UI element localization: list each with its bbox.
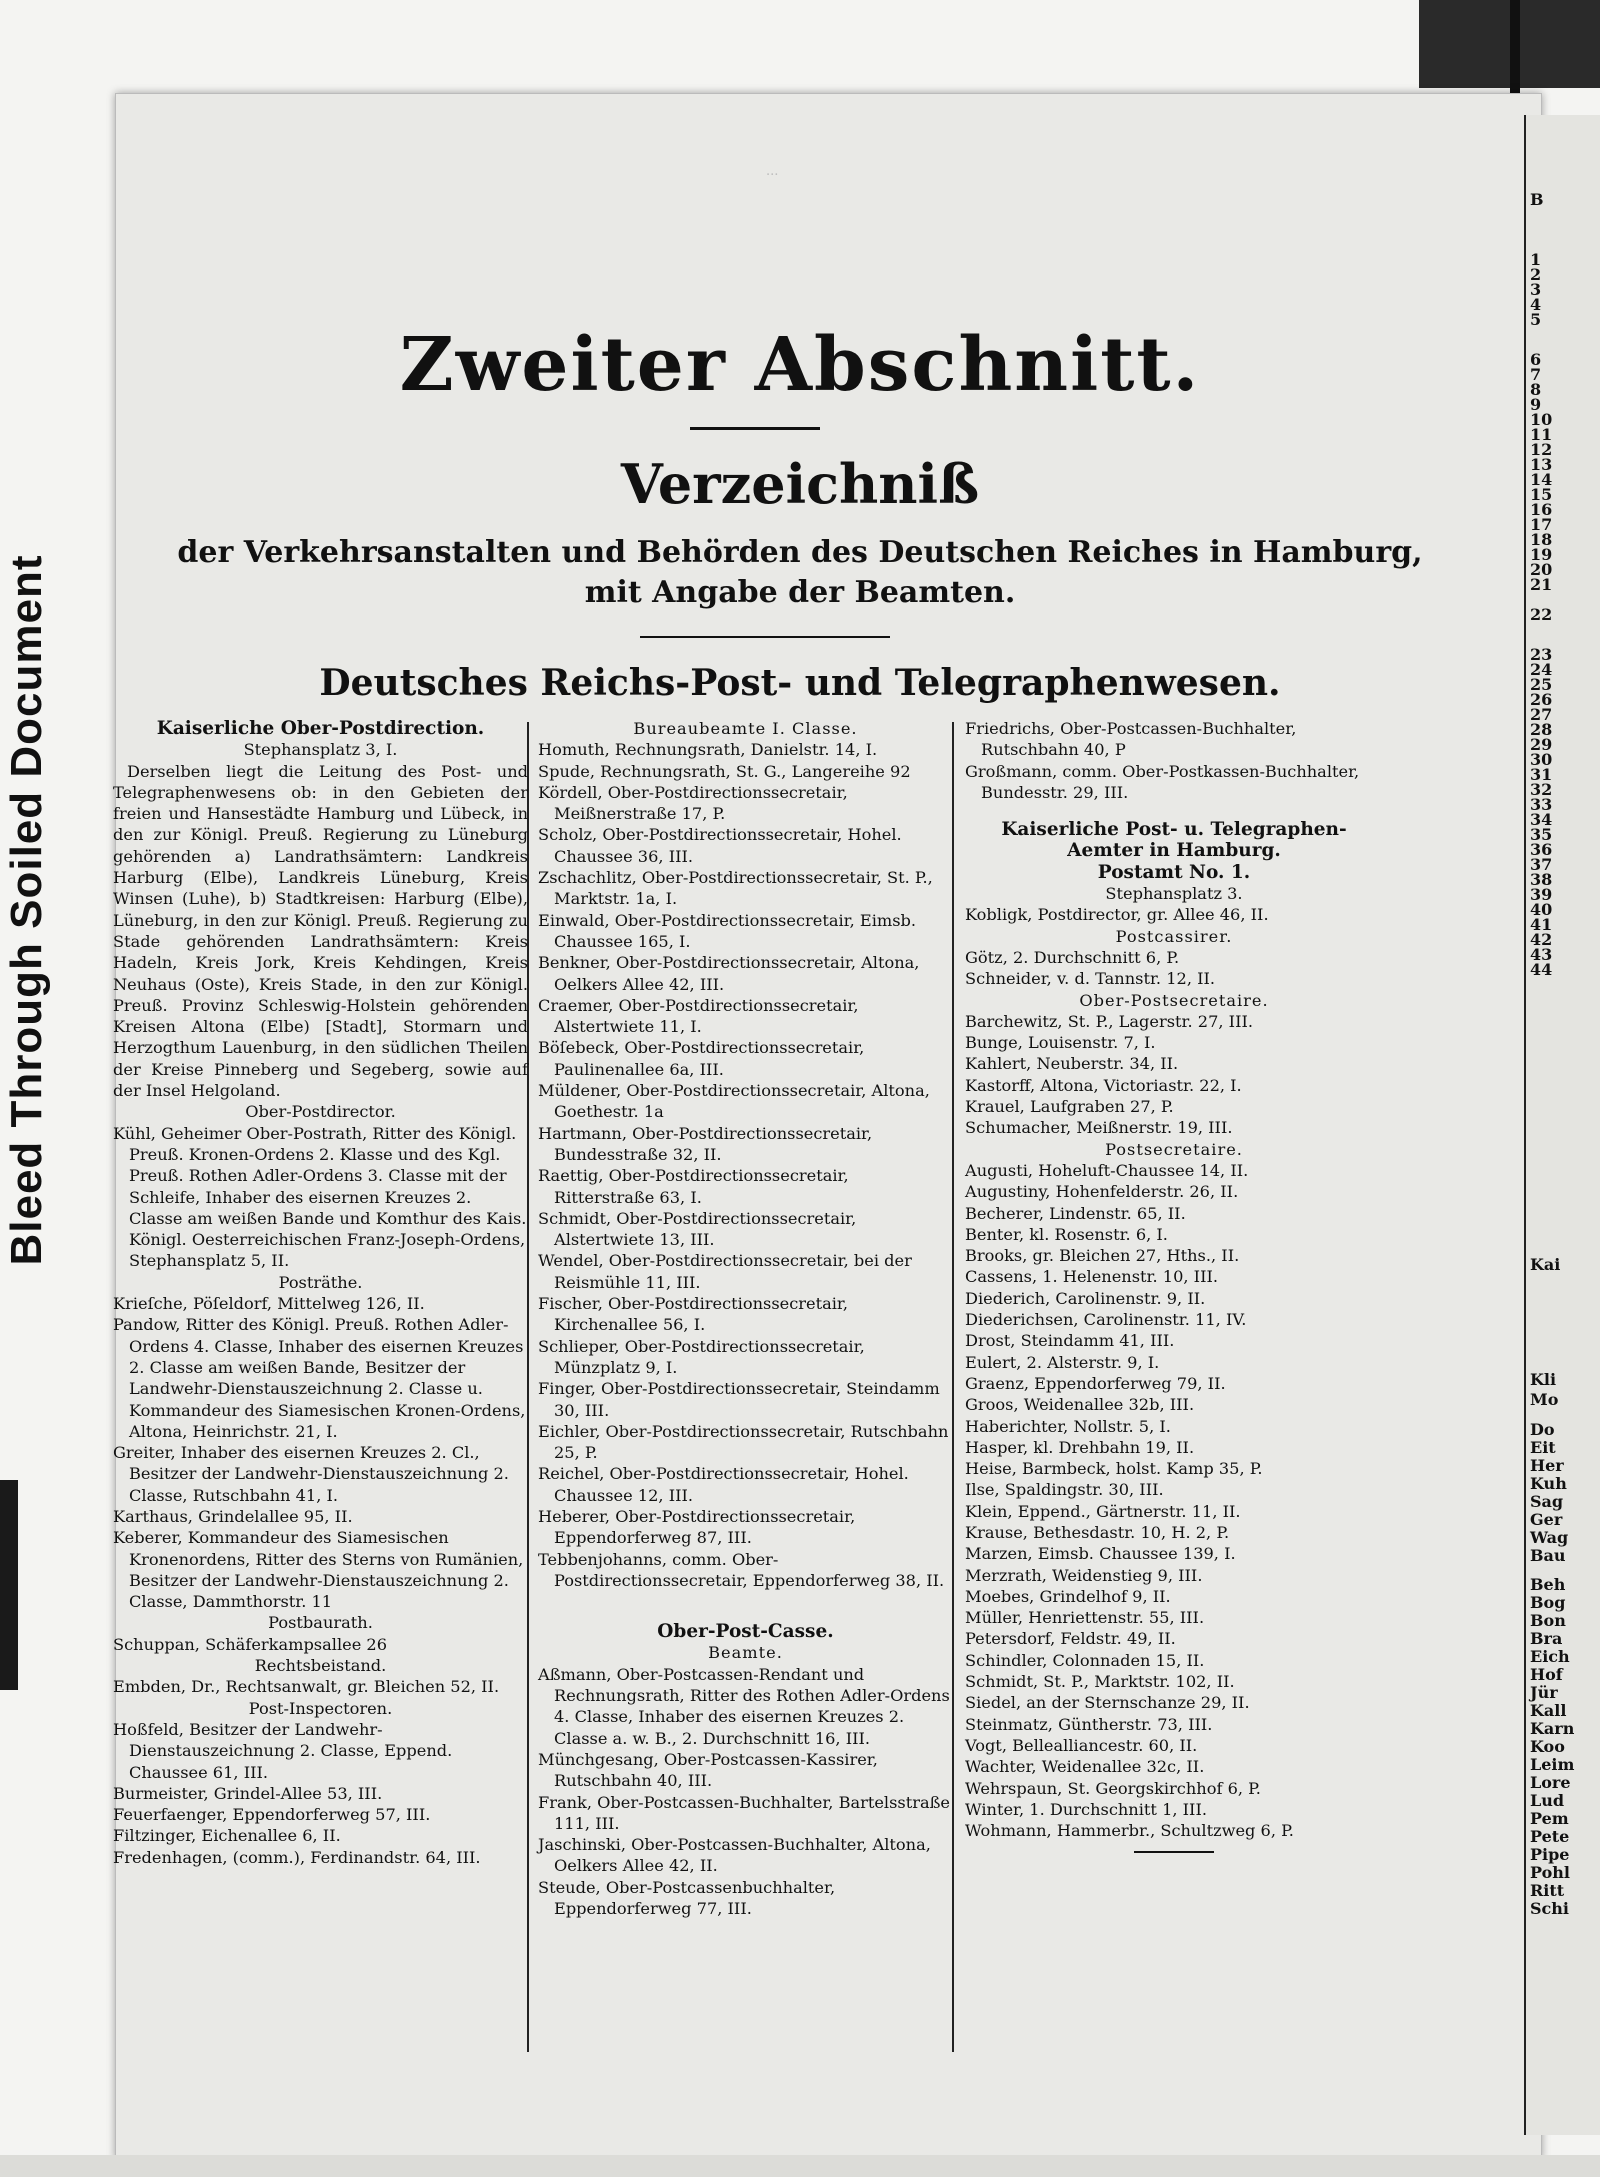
list-item: Eulert, 2. Alsterstr. 9, I. (965, 1352, 1160, 1372)
list-item: Burmeister, Grindel-Allee 53, III. (113, 1783, 383, 1803)
list-item: Cassens, 1. Helenenstr. 10, III. (965, 1267, 1219, 1287)
adjacent-page-fragment: Hof (1530, 1665, 1563, 1684)
adjacent-page-fragment: Karn (1530, 1719, 1575, 1738)
adjacent-page-fragment: 9 (1530, 395, 1542, 414)
adjacent-page-fragment: 41 (1530, 915, 1553, 934)
adjacent-page-fragment: 20 (1530, 560, 1553, 579)
section-subheading: Kaiserliche Ober-Postdirection. (156, 718, 485, 739)
adjacent-page-fragment: 16 (1530, 500, 1553, 519)
adjacent-page-fragment: Wag (1530, 1528, 1569, 1547)
subheading: Stephansplatz 3, I. (243, 740, 398, 760)
adjacent-page-fragment: Bra (1530, 1629, 1563, 1648)
list-item: Tebbenjohanns, comm. Ober-Postdirectionssecretair, Eppendorferweg 38, II. (538, 1549, 945, 1590)
adjacent-page-fragment: Schi (1530, 1899, 1570, 1918)
list-item: Filtzinger, Eichenallee 6, II. (113, 1826, 341, 1846)
spacer (538, 1591, 953, 1621)
adjacent-page-fragment: 38 (1530, 870, 1553, 889)
list-item: Scholz, Ober-Postdirectionssecretair, Hohel. Chaussee 36, III. (538, 825, 902, 866)
list-item: Schlieper, Ober-Postdirectionssecretair, Münzplatz 9, I. (538, 1336, 865, 1377)
adjacent-page-fragment: Bon (1530, 1611, 1566, 1630)
list-item: Schmidt, Ober-Postdirectionssecretair, Alstertwiete 13, III. (538, 1208, 857, 1250)
adjacent-page-fragment: 19 (1530, 545, 1553, 564)
section-subheading: Ober-Post-Casse. (657, 1621, 834, 1643)
adjacent-page-fragment: 31 (1530, 765, 1553, 784)
subtitle-line-1: der Verkehrsanstalten und Behörden des Deutschen Reiches in Hamburg, (177, 535, 1423, 570)
subheading: Postbaurath. (268, 1613, 373, 1633)
adjacent-page-fragment: 3 (1530, 280, 1542, 299)
adjacent-page-fragment: Bog (1530, 1593, 1566, 1612)
adjacent-page-fragment: 33 (1530, 795, 1553, 814)
list-item: Frank, Ober-Postcassen-Buchhalter, Bartelsstraße 111, III. (538, 1792, 951, 1833)
adjacent-page-fragment: Ger (1530, 1510, 1563, 1529)
subheading: Ober-Postsecretaire. (1079, 990, 1269, 1010)
section-subheading: Kaiserliche Post- u. Telegraphen-Aemter in Hamburg. (1001, 819, 1347, 862)
list-item: Kühl, Geheimer Ober-Postrath, Ritter des Königl. Preuß. Kronen-Ordens 2. Klasse und des Kgl. Preuß. Rothen Adler-Ordens 3. Classe mit der Schleife, Inhaber des eisernen Kreuzes 2. Classe am weißen Bande und Komthur des Kais. Königl. Oesterreichischen Franz-Joseph-Ordens, Stephansplatz 5, II. (113, 1123, 527, 1271)
list-item: Pandow, Ritter des Königl. Preuß. Rothen Adler-Ordens 4. Classe, Inhaber des eisernen Kreuzes 2. Classe am weißen Bande, Besitzer der Landwehr-Dienstauszeichnung 2. Classe u. Kommandeur des Siamesischen Kronen-Ordens, Altona, Heinrichstr. 21, I. (113, 1315, 526, 1441)
spacer (965, 803, 1383, 819)
list-item: Friedrichs, Ober-Postcassen-Buchhalter, Rutschbahn 40, P (965, 719, 1297, 760)
list-item: Finger, Ober-Postdirectionssecretair, Steindamm 30, III. (538, 1379, 940, 1420)
list-item: Schmidt, St. P., Marktstr. 102, II. (965, 1672, 1235, 1692)
adjacent-page-fragment: 34 (1530, 810, 1553, 829)
list-item: Böſebeck, Ober-Postdirectionssecretair, Paulinenallee 6a, III. (538, 1038, 865, 1079)
list-item: Augusti, Hoheluft-Chaussee 14, II. (965, 1160, 1249, 1180)
list-item: Karthaus, Grindelallee 95, II. (113, 1506, 353, 1526)
adjacent-page-fragment: Kall (1530, 1701, 1567, 1720)
adjacent-page-fragment: 35 (1530, 825, 1553, 844)
adjacent-page-fragment: Eich (1530, 1647, 1570, 1666)
adjacent-page-fragment: 39 (1530, 885, 1553, 904)
list-item: Greiter, Inhaber des eisernen Kreuzes 2. Cl., Besitzer der Landwehr-Dienstauszeichnung 2. Classe, Rutschbahn 41, I. (113, 1443, 509, 1505)
column-right (965, 718, 1383, 1853)
list-item: Zschachlitz, Ober-Postdirectionssecretair, St. P., Marktstr. 1a, I. (538, 868, 933, 909)
list-item: Hoßfeld, Besitzer der Landwehr-Dienstauszeichnung 2. Classe, Eppend. Chaussee 61, III. (113, 1719, 453, 1782)
list-item: Heise, Barmbeck, holst. Kamp 35, P. (965, 1459, 1263, 1479)
adjacent-page-fragment: Kuh (1530, 1474, 1567, 1493)
adjacent-page-fragment: 40 (1530, 900, 1553, 919)
adjacent-page-fragment: 27 (1530, 705, 1553, 724)
adjacent-page-fragment: Her (1530, 1456, 1564, 1475)
bottom-margin (0, 2155, 1600, 2177)
list-item: Brooks, gr. Bleichen 27, Hths., II. (965, 1246, 1240, 1266)
list-item: Benkner, Ober-Postdirectionssecretair, Altona, Oelkers Allee 42, III. (538, 953, 920, 994)
list-item: Kobligk, Postdirector, gr. Allee 46, II. (965, 905, 1269, 925)
adjacent-page-fragment: 15 (1530, 485, 1553, 504)
adjacent-page-fragment: 32 (1530, 780, 1553, 799)
list-item: Diederichsen, Carolinenstr. 11, IV. (965, 1310, 1247, 1330)
list-item: Aßmann, Ober-Postcassen-Rendant und Rechnungsrath, Ritter des Rothen Adler-Ordens 4. Classe, Inhaber des eisernen Kreuzes 2. Classe a. w. B., 2. Durchschnitt 16, III. (538, 1664, 950, 1748)
adjacent-page-fragment: 1 (1530, 250, 1542, 269)
adjacent-page-fragment: 8 (1530, 380, 1542, 399)
adjacent-page-fragment: Pohl (1530, 1863, 1570, 1882)
running-head: ... (766, 164, 779, 179)
list-item: Feuerfaenger, Eppendorferweg 57, III. (113, 1805, 431, 1825)
end-rule (1134, 1851, 1214, 1853)
subheading: Post-Inspectoren. (248, 1698, 393, 1718)
list-item: Graenz, Eppendorferweg 79, II. (965, 1373, 1226, 1393)
subheading: Beamte. (708, 1643, 783, 1663)
adjacent-page-fragment: 36 (1530, 840, 1553, 859)
list-item: Embden, Dr., Rechtsanwalt, gr. Bleichen 52, II. (113, 1677, 500, 1697)
adjacent-page-fragment: 42 (1530, 930, 1553, 949)
adjacent-page-fragment: 6 (1530, 350, 1542, 369)
list-item: Schindler, Colonnaden 15, II. (965, 1650, 1205, 1670)
list-item: Ilse, Spaldingstr. 30, III. (965, 1480, 1164, 1500)
adjacent-page-fragment: 43 (1530, 945, 1553, 964)
list-item: Einwald, Ober-Postdirectionssecretair, Eimsb. Chaussee 165, I. (538, 910, 917, 951)
title-rule (690, 427, 820, 430)
adjacent-page-fragment: Beh (1530, 1575, 1566, 1594)
adjacent-page-fragment: 26 (1530, 690, 1553, 709)
adjacent-page-fragment: Kli (1530, 1370, 1557, 1389)
list-item: Steude, Ober-Postcassenbuchhalter, Eppendorferweg 77, III. (538, 1877, 836, 1919)
adjacent-page-fragment: 14 (1530, 470, 1553, 489)
list-item: Hasper, kl. Drehbahn 19, II. (965, 1437, 1195, 1457)
list-item: Bunge, Louisenstr. 7, I. (965, 1033, 1156, 1053)
adjacent-page-fragment: 37 (1530, 855, 1553, 874)
list-item: Klein, Eppend., Gärtnerstr. 11, II. (965, 1501, 1241, 1521)
adjacent-page-fragment: 22 (1530, 605, 1553, 624)
list-item: Becherer, Lindenstr. 65, II. (965, 1203, 1186, 1223)
adjacent-page-fragment: 28 (1530, 720, 1553, 739)
adjacent-page-fragment: Mo (1530, 1390, 1559, 1409)
adjacent-page-fragment: 7 (1530, 365, 1542, 384)
list-item: Kahlert, Neuberstr. 34, II. (965, 1054, 1179, 1074)
list-item: Craemer, Ober-Postdirectionssecretair, Alstertwiete 11, I. (538, 995, 859, 1037)
list-item: Müller, Henriettenstr. 55, III. (965, 1608, 1205, 1628)
list-item: Drost, Steindamm 41, III. (965, 1331, 1175, 1351)
list-item: Krieſche, Pöſeldorf, Mittelweg 126, II. (113, 1294, 425, 1314)
list-item: Hartmann, Ober-Postdirectionssecretair, Bundesstraße 32, II. (538, 1123, 873, 1164)
list-item: Reichel, Ober-Postdirectionssecretair, Hohel. Chaussee 12, III. (538, 1464, 909, 1505)
page-title: Zweiter Abschnitt. (399, 322, 1201, 408)
edge-fragment (0, 1480, 18, 1690)
subheading: Ober-Postdirector. (245, 1102, 396, 1122)
adjacent-page-fragment: 21 (1530, 575, 1553, 594)
edge-label: Bleed Through Soiled Document (2, 554, 51, 1266)
list-item: Marzen, Eimsb. Chaussee 139, I. (965, 1544, 1236, 1564)
list-item: Homuth, Rechnungsrath, Danielstr. 14, I. (538, 740, 878, 760)
list-item: Heberer, Ober-Postdirectionssecretair, Eppendorferweg 87, III. (538, 1506, 856, 1548)
subheading: Stephansplatz 3. (1105, 884, 1243, 904)
list-item: Schneider, v. d. Tannstr. 12, II. (965, 969, 1216, 989)
adjacent-page-fragment: Kai (1530, 1255, 1561, 1274)
list-item: Vogt, Bellealliancestr. 60, II. (965, 1735, 1198, 1755)
adjacent-page-fragment: 17 (1530, 515, 1553, 534)
list-item: Schumacher, Meißnerstr. 19, III. (965, 1118, 1233, 1138)
list-item: Augustiny, Hohenfelderstr. 26, II. (965, 1182, 1239, 1202)
list-item: Benter, kl. Rosenstr. 6, I. (965, 1224, 1168, 1244)
adjacent-page-fragment: 24 (1530, 660, 1553, 679)
adjacent-page-fragment: Sag (1530, 1492, 1564, 1511)
column-middle (538, 718, 953, 1919)
subtitle-rule (640, 636, 890, 638)
page-subtitle: Verzeichniß (620, 452, 980, 516)
list-item: Großmann, comm. Ober-Postkassen-Buchhalter, Bundesstr. 29, III. (965, 761, 1360, 802)
adjacent-page-fragment: 4 (1530, 295, 1542, 314)
adjacent-page-fragment: 25 (1530, 675, 1553, 694)
adjacent-page-fragment: B (1530, 190, 1544, 209)
subheading: Bureaubeamte I. Classe. (633, 719, 858, 738)
list-item: Wohmann, Hammerbr., Schultzweg 6, P. (965, 1821, 1294, 1841)
list-item: Götz, 2. Durchschnitt 6, P. (965, 947, 1180, 967)
list-item: Wehrspaun, St. Georgskirchhof 6, P. (965, 1778, 1261, 1798)
list-item: Wachter, Weidenallee 32c, II. (965, 1757, 1205, 1777)
adjacent-page-fragment: 2 (1530, 265, 1542, 284)
adjacent-page-fragment: Pete (1530, 1827, 1570, 1846)
list-item: Fredenhagen, (comm.), Ferdinandstr. 64, III. (113, 1847, 481, 1867)
list-item: Raettig, Ober-Postdirectionssecretair, Ritterstraße 63, I. (538, 1166, 849, 1207)
subheading: Posträthe. (278, 1272, 363, 1292)
adjacent-page-fragment: Koo (1530, 1737, 1565, 1756)
section-heading: Deutsches Reichs-Post- und Telegraphenwesen. (319, 662, 1281, 704)
list-item: Moebes, Grindelhof 9, II. (965, 1586, 1171, 1606)
list-item: Groos, Weidenallee 32b, III. (965, 1395, 1195, 1415)
list-item: Barchewitz, St. P., Lagerstr. 27, III. (965, 1011, 1254, 1031)
adjacent-page-fragment: 12 (1530, 440, 1553, 459)
list-item: Siedel, an der Sternschanze 29, II. (965, 1693, 1250, 1713)
adjacent-page-fragment: 10 (1530, 410, 1553, 429)
adjacent-page-fragment: 44 (1530, 960, 1553, 979)
list-item: Haberichter, Nollstr. 5, I. (965, 1416, 1171, 1436)
subheading: Rechtsbeistand. (254, 1656, 387, 1676)
paragraph: Derselben liegt die Leitung des Post- und Telegraphenwesens ob: in den Gebieten der freien und Hansestädte Hamburg und Lübeck, in den zur Königl. Preuß. Regierung zu Lüneburg gehörenden a) Landrathsämtern: Landkreis Harburg (Elbe), Landkreis Lüneburg, Kreis Winsen (Luhe), b) Stadtkreisen: Harburg (Elbe), Lüneburg, in den zur Königl. Preuß. Regierung zu Stade gehörenden Landrathsämtern: Kreis Hadeln, Kreis Jork, Kreis Kehdingen, Kreis Neuhaus (Oste), Kreis Stade, in den zur Königl. Preuß. Provinz Schleswig-Holstein gehörenden Kreisen Altona (Elbe) [Stadt], Stormarn und Herzogthum Lauenburg, in den südlichen Theilen der Kreise Pinneberg und Segeberg, sowie auf der Insel Helgoland. (113, 761, 528, 1101)
adjacent-page-fragment: Lore (1530, 1773, 1571, 1792)
list-item: Fischer, Ober-Postdirectionssecretair, Kirchenallee 56, I. (538, 1294, 849, 1335)
subtitle-line-2: mit Angabe der Beamten. (584, 575, 1016, 610)
list-item: Krause, Bethesdastr. 10, H. 2, P. (965, 1522, 1230, 1542)
adjacent-page-strip (1524, 115, 1600, 2135)
adjacent-page-fragment: Pipe (1530, 1845, 1570, 1864)
adjacent-page-fragment: Do (1530, 1420, 1555, 1439)
adjacent-page-fragment: 11 (1530, 425, 1553, 444)
adjacent-page-fragment: 29 (1530, 735, 1553, 754)
list-item: Spude, Rechnungsrath, St. G., Langereihe 92 (538, 761, 911, 781)
list-item: Jaschinski, Ober-Postcassen-Buchhalter, Altona, Oelkers Allee 42, II. (538, 1835, 931, 1876)
list-item: Wendel, Ober-Postdirectionssecretair, bei der Reismühle 11, III. (538, 1251, 912, 1292)
adjacent-page-fragment: 18 (1530, 530, 1553, 549)
list-item: Keberer, Kommandeur des Siamesischen Kronenordens, Ritter des Sterns von Rumänien, Besitzer der Landwehr-Dienstauszeichnung 2. Classe, Dammthorstr. 11 (113, 1528, 524, 1612)
adjacent-page-fragment: Ritt (1530, 1881, 1565, 1900)
list-item: Schuppan, Schäferkampsallee 26 (113, 1634, 388, 1654)
column-left (113, 718, 528, 1868)
subheading: Postsecretaire. (1105, 1139, 1243, 1159)
adjacent-page-fragment: Pem (1530, 1809, 1569, 1828)
list-item: Müldener, Ober-Postdirectionssecretair, Altona, Goethestr. 1a (538, 1081, 930, 1122)
list-item: Petersdorf, Feldstr. 49, II. (965, 1629, 1176, 1649)
list-item: Winter, 1. Durchschnitt 1, III. (965, 1799, 1207, 1819)
adjacent-page-fragment: Lud (1530, 1791, 1565, 1810)
subheading: Postcassirer. (1115, 926, 1233, 946)
list-item: Merzrath, Weidenstieg 9, III. (965, 1565, 1203, 1585)
adjacent-page-fragment: Eit (1530, 1438, 1556, 1457)
list-item: Steinmatz, Güntherstr. 73, III. (965, 1714, 1213, 1734)
adjacent-page-fragment: 23 (1530, 645, 1553, 664)
section-subheading: Postamt No. 1. (1097, 861, 1251, 883)
adjacent-page-fragment: Jür (1530, 1683, 1558, 1702)
adjacent-page-fragment: 5 (1530, 310, 1542, 329)
adjacent-page-fragment: Leim (1530, 1755, 1575, 1774)
list-item: Münchgesang, Ober-Postcassen-Kassirer, Rutschbahn 40, III. (538, 1749, 878, 1791)
list-item: Eichler, Ober-Postdirectionssecretair, Rutschbahn 25, P. (538, 1421, 949, 1463)
list-item: Diederich, Carolinenstr. 9, II. (965, 1288, 1206, 1308)
adjacent-page-fragment: 13 (1530, 455, 1553, 474)
list-item: Kastorff, Altona, Victoriastr. 22, I. (965, 1075, 1242, 1095)
list-item: Krauel, Laufgraben 27, P. (965, 1097, 1174, 1117)
list-item: Kördell, Ober-Postdirectionssecretair, Meißnerstraße 17, P. (538, 782, 848, 824)
adjacent-page-fragment: Bau (1530, 1546, 1566, 1565)
adjacent-page-fragment: 30 (1530, 750, 1553, 769)
